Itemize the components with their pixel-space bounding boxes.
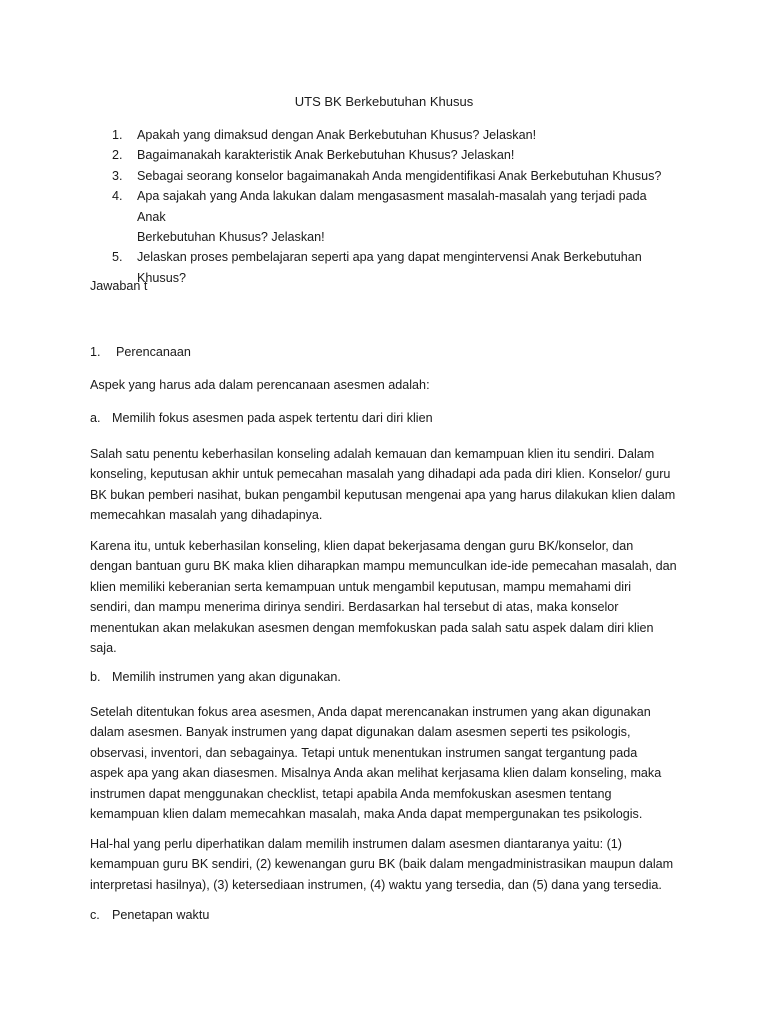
document-title: UTS BK Berkebutuhan Khusus [294,94,474,109]
aspek-intro: Aspek yang harus ada dalam perencanaan asesmen adalah: [90,378,430,392]
question-number: 2. [112,148,123,163]
question-line: Apa sajakah yang Anda lakukan dalam mengasasment masalah-masalah yang terjadi pada Anak [137,189,647,224]
paragraph-line: BK bukan pemberi nasihat, bukan pengambil keputusan mengenai apa yang harus dilakukan klien dalam [90,487,676,502]
paragraph-line: Salah satu penentu keberhasilan konseling adalah kemauan dan kemampuan klien itu sendiri. Dalam [90,447,655,461]
subheading-a [90,411,433,425]
paragraph-4 [90,834,690,895]
question-item [112,125,672,145]
subheading-c [90,908,209,922]
subheading-b [90,670,341,684]
paragraph-line: kemampuan klien dalam memecahkan masalah, maka Anda dapat mempergunakan tes psikologis. [90,807,643,822]
question-number: 1. [112,128,123,142]
section-heading-perencanaan [90,345,191,359]
paragraph-line: saja. [90,641,117,656]
paragraph-line: Hal-hal yang perlu diperhatikan dalam memilih instrumen dalam asesmen diantaranya yaitu: (1) [90,837,622,851]
question-list [112,125,672,288]
question-item [112,166,672,186]
paragraph-line: sendiri, dan mampu menerima dirinya sendiri. Berdasarkan hal tersebut di atas, maka konselor [90,600,619,615]
section-label: Perencanaan [116,345,191,359]
answer-label: Jawaban t [90,279,148,293]
paragraph-line: klien memiliki keberanian serta kemampuan untuk mengambil keputusan, mampu memahami diri [90,579,632,594]
paragraph-line: konseling, keputusan akhir untuk pemecahan masalah yang dihadapi ada pada diri klien. Konselor/ guru [90,467,671,482]
paragraph-1 [90,444,690,526]
question-text [137,186,672,247]
subheading-label: Penetapan waktu [112,908,210,922]
question-item [112,247,672,288]
subheading-label: Memilih instrumen yang akan digunakan. [112,670,341,684]
paragraph-line: dalam asesmen. Banyak instrumen yang dapat digunakan dalam asesmen seperti tes psikologis, [90,725,631,740]
paragraph-line: Setelah ditentukan fokus area asesmen, Anda dapat merencanakan instrumen yang akan digunakan [90,705,651,719]
question-line: Bagaimanakah karakteristik Anak Berkebutuhan Khusus? Jelaskan! [137,148,515,163]
question-line: Khusus? [137,270,187,285]
question-text [137,247,672,288]
subheading-letter: b. [90,670,101,684]
subheading-letter: c. [90,908,100,922]
question-line: Berkebutuhan Khusus? Jelaskan! [137,230,325,245]
paragraph-line: interpretasi hasilnya), (3) ketersediaan instrumen, (4) waktu yang tersedia, dan (5) dana yang tersedia. [90,877,662,892]
paragraph-line: memecahkan masalah yang dihadapinya. [90,508,323,523]
subheading-letter: a. [90,411,101,425]
paragraph-line: Karena itu, untuk keberhasilan konseling, klien dapat bekerjasama dengan guru BK/konselor, dan [90,539,634,553]
question-text [137,145,672,165]
subheading-label: Memilih fokus asesmen pada aspek tertentu dari diri klien [112,411,433,425]
question-line: Sebagai seorang konselor bagaimanakah Anda mengidentifikasi Anak Berkebutuhan Khusus? [137,168,662,183]
paragraph-line: instrumen dapat menggunakan checklist, tetapi apabila Anda memfokuskan asesmen tentang [90,786,612,801]
question-item [112,186,672,247]
question-number: 5. [112,250,123,265]
question-item [112,145,672,165]
paragraph-line: kemampuan guru BK sendiri, (2) kewenangan guru BK (baik dalam mengadministrasikan maupun dalam [90,857,674,872]
paragraph-line: menentukan akan melakukan asesmen dengan memfokuskan pada salah satu aspek dalam diri klien [90,620,654,635]
question-text [137,166,672,186]
question-line: Jelaskan proses pembelajaran seperti apa yang dapat mengintervensi Anak Berkebutuhan [137,250,642,265]
paragraph-2 [90,536,690,658]
paragraph-line: dengan bantuan guru BK maka klien diharapkan mampu memunculkan ide-ide pemecahan masalah, dan [90,559,677,574]
paragraph-line: aspek apa yang akan diasesmen. Misalnya Anda akan melihat kerjasama klien dalam konseling, maka [90,766,662,781]
question-text [137,125,672,145]
paragraph-line: observasi, inventori, dan sebagainya. Tetapi untuk menentukan instrumen sangat tergantung pada [90,745,638,760]
question-number: 4. [112,189,123,204]
paragraph-3 [90,702,690,824]
question-line: Apakah yang dimaksud dengan Anak Berkebutuhan Khusus? Jelaskan! [137,128,537,142]
section-number: 1. [90,345,101,359]
question-number: 3. [112,168,123,183]
